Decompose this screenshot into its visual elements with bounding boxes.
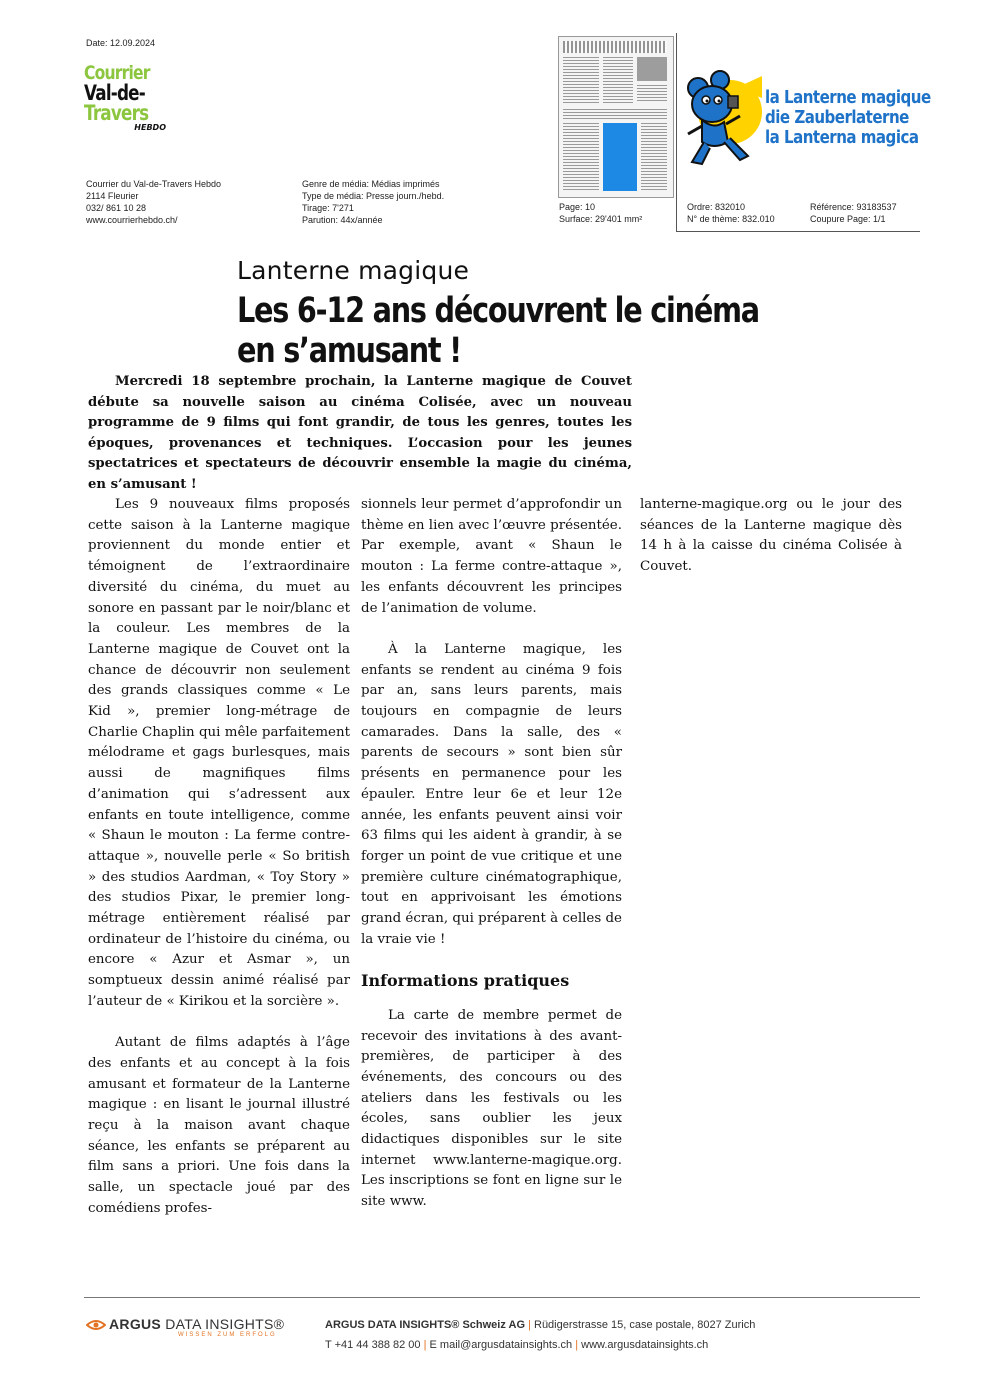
argus-logo: ARGUS DATA INSIGHTS® WISSEN ZUM ERFOLG [86, 1316, 284, 1338]
footer-contact: ARGUS DATA INSIGHTS® Schweiz AG | Rüdigerstrasse 15, case postale, 8027 Zurich T +41 44 388 82 00 | E mail@argusdatainsights.ch | www.argusdatainsights.ch [325, 1319, 756, 1351]
media-parution: Parution: 44x/année [302, 215, 383, 225]
lanterne-magique-logo-text: la Lanterne magique die Zauberlaterne la Lanterna magica [765, 88, 931, 148]
article-column-1 [88, 495, 350, 1240]
order-info [687, 201, 775, 225]
theme-number: N° de thème: 832.010 [687, 214, 775, 224]
page-number: Page: 10 [559, 202, 596, 212]
paragraph: lanterne-magique.org ou le jour des séances de la Lanterne magique dès 14 h à la caisse du cinéma Colisée à Couvet. [640, 497, 902, 575]
article-lead: Mercredi 18 septembre prochain, la Lanterne magique de Couvet débute sa nouvelle saison au cinéma Colisée, avec un nouveau programme de 9 films qui font grandir, de tous les genres, toutes les époques, provenances et techniques. L’occasion pour les jeunes spectatrices et spectateurs de découvrir ensemble la magie du cinéma, en s’amusant ! [88, 374, 632, 492]
reference-info [810, 201, 897, 225]
footer-phone: T +41 44 388 82 00 [325, 1339, 421, 1351]
media-genre: Genre de média: Médias imprimés [302, 179, 440, 189]
footer-web[interactable]: www.argusdatainsights.ch [581, 1339, 709, 1351]
publication-info [86, 178, 221, 226]
order-number: Ordre: 832010 [687, 202, 746, 212]
paragraph: La carte de membre permet de recevoir des invitations à des avant-premières, de participer à des événements, des concours ou des ateliers dans les festivals ou les écoles, sans oublier les jeux didactiques disponibles sur le site internet www.lanterne-magique.org. Les inscriptions se font en ligne sur le site www. [361, 1007, 622, 1210]
page-surface: Surface: 29'401 mm² [559, 214, 643, 224]
article-column-3 [640, 495, 902, 599]
footer-email[interactable]: E mail@argusdatainsights.ch [429, 1339, 573, 1351]
media-tirage: Tirage: 7'271 [302, 203, 354, 213]
media-type: Type de média: Presse journ./hebd. [302, 191, 445, 201]
clipping-page: Coupure Page: 1/1 [810, 214, 886, 224]
argus-eye-icon [86, 1319, 106, 1331]
article-column-2 [361, 495, 622, 1234]
paragraph: sionnels leur permet d’approfondir un thème en lien avec l’œuvre présentée. Par exemple, avant « Shaun le mouton : La ferme contre-attaque », les enfants découvrent les principes de l’animation de volume. [361, 497, 622, 616]
page-thumbnail [558, 36, 674, 198]
paragraph: Autant de films adaptés à l’âge des enfants et au concept à la fois amusant et formateur de la Lanterne magique : en lisant le journal illustré reçu à la maison avant chaque séance, les enfants se préparent au film sans a priori. Une fois dans la salle, un spectacle joué par des comédiens profes- [88, 1035, 350, 1216]
media-info [302, 178, 444, 226]
paragraph: À la Lanterne magique, les enfants se rendent au cinéma 9 fois par an, sans leurs parents, mais toujours en compagnie de leurs camarades. Dans la salle, des « parents de secours » sont bien sûr présents en permanence pour les épauler. Entre leur 6e et leur 12e année, les enfants peuvent ainsi voir 63 films qui les aident à grandir, à se forger un point de vue critique et une première culture cinématographique, tout en apprivoisant les émotions grand écran, qui préparent à celles de la vraie vie ! [361, 641, 622, 947]
section-heading: Informations pratiques [361, 971, 570, 991]
footer-company: ARGUS DATA INSIGHTS® Schweiz AG [325, 1319, 526, 1331]
reference-number: Référence: 93183537 [810, 202, 897, 212]
footer-divider [84, 1297, 920, 1298]
article-headline: Les 6-12 ans découvrent le cinéma en s’amusant ! [237, 291, 759, 371]
publication-phone: 032/ 861 10 28 [86, 203, 147, 213]
lanterne-magique-mascot-icon [684, 70, 764, 168]
publication-name: Courrier du Val-de-Travers Hebdo [86, 179, 222, 189]
footer-address: Rüdigerstrasse 15, case postale, 8027 Zurich [534, 1319, 756, 1331]
paragraph: Les 9 nouveaux films proposés cette saison à la Lanterne magique proviennent du monde entier et témoignent de l’extraordinaire diversité du cinéma, du muet au sonore en passant par le noir/blanc et la couleur. Les membres de la Lanterne magique de Couvet ont la chance de découvrir non seulement des grands classiques comme « Le Kid », premier long-métrage de Charlie Chaplin qui mêle parfaitement mélodrame et gags burlesques, mais aussi de magnifiques films d’animation qui s’adressent aux enfants en toute intelligence, comme « Shaun le mouton : La ferme contre-attaque », nouvelle perle « So british » des studios Aardman, « Toy Story » des studios Pixar, le premier long-métrage entièrement réalisé par ordinateur de l’histoire du cinéma, ou encore « Azur et Asmar », un somptueux dessin animé réalisé par l’auteur de « Kirikou et la sorcière ». [88, 497, 350, 1009]
publication-web: www.courrierhebdo.ch/ [86, 215, 178, 225]
clipping-date: Date: 12.09.2024 [86, 38, 156, 48]
article-kicker: Lanterne magique [237, 256, 470, 285]
courrier-logo: Courrier Val-de- Travers HEBDO [84, 62, 166, 132]
publication-city: 2114 Fleurier [86, 191, 139, 201]
page-info [559, 201, 642, 225]
